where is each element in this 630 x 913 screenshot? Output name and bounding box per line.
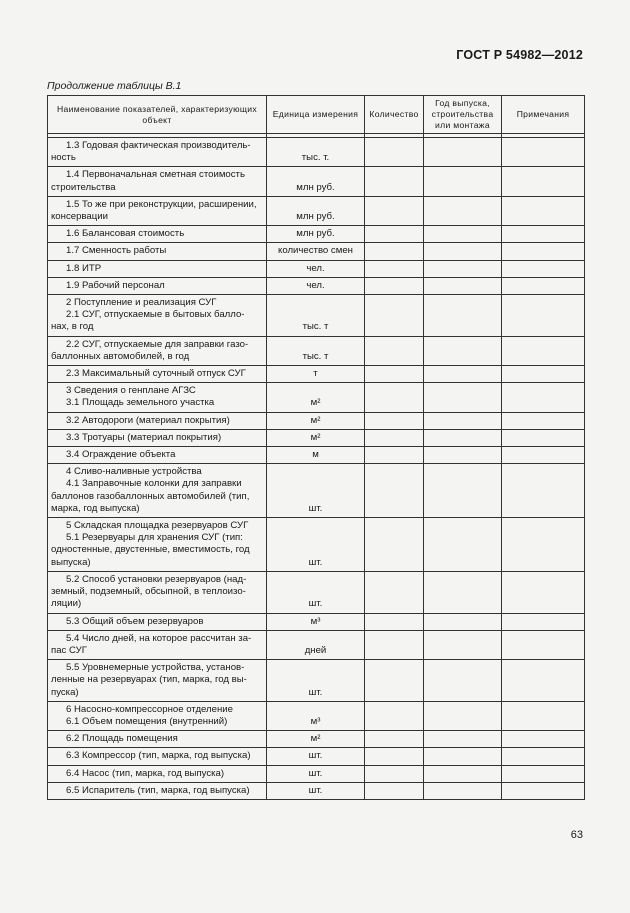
indicator-name-line: 6.3 Компрессор (тип, марка, год выпуска) <box>66 750 251 762</box>
indicator-name-cell <box>48 412 267 429</box>
indicator-name-line: 2.3 Максимальный суточный отпуск СУГ <box>66 368 246 380</box>
year-cell <box>424 782 502 799</box>
indicator-name-cell <box>48 196 267 225</box>
table-row <box>48 196 585 225</box>
indicator-name-cell <box>48 571 267 613</box>
quantity-cell <box>365 167 424 196</box>
unit-cell: м² <box>267 429 365 446</box>
notes-cell <box>502 243 585 260</box>
unit-cell: млн руб. <box>267 167 365 196</box>
indicator-name-cell <box>48 518 267 572</box>
indicator-name-line: пуска) <box>51 686 79 698</box>
indicator-name-line: пас СУГ <box>51 644 87 656</box>
notes-cell <box>502 226 585 243</box>
quantity-cell <box>365 613 424 630</box>
indicator-name-cell <box>48 660 267 702</box>
indicator-name-line: марка, год выпуска) <box>51 502 140 514</box>
table-row <box>48 260 585 277</box>
unit-cell: шт. <box>267 765 365 782</box>
indicator-name-cell <box>48 782 267 799</box>
unit-cell: м³ <box>267 613 365 630</box>
table-row <box>48 412 585 429</box>
table-row <box>48 295 585 337</box>
quantity-cell <box>365 630 424 659</box>
table-row <box>48 243 585 260</box>
notes-cell <box>502 447 585 464</box>
quantity-cell <box>365 464 424 518</box>
indicator-name-cell <box>48 383 267 412</box>
notes-cell <box>502 295 585 337</box>
notes-cell <box>502 336 585 365</box>
indicator-name-line: 1.4 Первоначальная сметная стоимость <box>66 169 245 181</box>
indicator-name-line: одностенные, двустенные, вместимость, год <box>51 544 250 556</box>
indicator-name-line: баллонных автомобилей, в год <box>51 350 190 362</box>
quantity-cell <box>365 412 424 429</box>
notes-cell <box>502 613 585 630</box>
quantity-cell <box>365 782 424 799</box>
unit-cell: шт. <box>267 571 365 613</box>
year-cell <box>424 226 502 243</box>
year-cell <box>424 277 502 294</box>
indicator-name-cell <box>48 748 267 765</box>
indicator-name-line: строительства <box>51 181 116 193</box>
table-row <box>48 336 585 365</box>
year-cell <box>424 748 502 765</box>
quantity-cell <box>365 518 424 572</box>
page-number: 63 <box>570 829 583 841</box>
indicator-name-line: 1.5 То же при реконструкции, расширении, <box>66 198 257 210</box>
table-row <box>48 429 585 446</box>
year-cell <box>424 464 502 518</box>
notes-cell <box>502 660 585 702</box>
table-row <box>48 571 585 613</box>
year-cell <box>424 660 502 702</box>
notes-cell <box>502 277 585 294</box>
indicator-name-cell <box>48 630 267 659</box>
table-row <box>48 731 585 748</box>
year-cell <box>424 630 502 659</box>
notes-cell <box>502 765 585 782</box>
indicator-name-line: 4.1 Заправочные колонки для заправки <box>66 478 242 490</box>
indicator-name-line: 1.3 Годовая фактическая производитель- <box>66 140 251 151</box>
year-cell <box>424 412 502 429</box>
unit-cell: шт. <box>267 464 365 518</box>
indicator-name-line: ленные на резервуарах (тип, марка, год вы- <box>51 674 247 686</box>
indicator-name-cell <box>48 167 267 196</box>
indicator-name-line: выпуска) <box>51 556 91 568</box>
indicator-name-line: 6.4 Насос (тип, марка, год выпуска) <box>66 767 225 779</box>
table-row <box>48 660 585 702</box>
table-row <box>48 277 585 294</box>
quantity-cell <box>365 196 424 225</box>
quantity-cell <box>365 383 424 412</box>
indicator-name-line: 4 Сливо-наливные устройства <box>66 466 202 478</box>
notes-cell <box>502 731 585 748</box>
quantity-cell <box>365 336 424 365</box>
unit-cell: м³ <box>267 701 365 730</box>
indicator-name-line: 3.3 Тротуары (материал покрытия) <box>66 431 222 443</box>
indicator-name-line: 3.1 Площадь земельного участка <box>66 397 215 409</box>
unit-cell: чел. <box>267 277 365 294</box>
indicator-name-line: 3 Сведения о генплане АГЗС <box>66 385 196 397</box>
quantity-cell <box>365 295 424 337</box>
table-row <box>48 748 585 765</box>
year-cell <box>424 518 502 572</box>
table-row <box>48 366 585 383</box>
notes-cell <box>502 383 585 412</box>
indicator-name-line: 5.4 Число дней, на которое рассчитан за- <box>66 632 252 644</box>
column-header-year: Год выпуска, строительства или монтажа <box>424 96 502 134</box>
quantity-cell <box>365 660 424 702</box>
table-row <box>48 167 585 196</box>
year-cell <box>424 571 502 613</box>
indicator-name-line: земный, подземный, обсыпной, в теплоизо- <box>51 586 246 598</box>
quantity-cell <box>365 571 424 613</box>
unit-cell: тыс. т <box>267 295 365 337</box>
unit-cell: тыс. т. <box>267 138 365 167</box>
indicator-name-line: 5.2 Способ установки резервуаров (над- <box>66 573 247 585</box>
unit-cell: т <box>267 366 365 383</box>
table-header-row <box>48 96 585 134</box>
indicator-name-line: нах, в год <box>51 321 94 333</box>
year-cell <box>424 260 502 277</box>
indicator-name-line: ляции) <box>51 598 82 610</box>
indicator-name-cell <box>48 447 267 464</box>
notes-cell <box>502 167 585 196</box>
indicator-name-cell <box>48 464 267 518</box>
notes-cell <box>502 630 585 659</box>
table-row <box>48 613 585 630</box>
year-cell <box>424 138 502 167</box>
unit-cell: шт. <box>267 518 365 572</box>
indicator-name-line: 6.1 Объем помещения (внутренний) <box>66 715 228 727</box>
notes-cell <box>502 366 585 383</box>
indicator-name-line: баллонов газобаллонных автомобилей (тип, <box>51 490 250 502</box>
quantity-cell <box>365 765 424 782</box>
table-body <box>48 134 585 800</box>
document-id: ГОСТ Р 54982—2012 <box>456 48 583 62</box>
table-row <box>48 518 585 572</box>
quantity-cell <box>365 138 424 167</box>
indicator-name-line: 6.5 Испаритель (тип, марка, год выпуска) <box>66 784 250 796</box>
notes-cell <box>502 518 585 572</box>
indicator-name-line: 1.8 ИТР <box>66 262 102 274</box>
table-row <box>48 782 585 799</box>
indicator-name-line: 1.9 Рабочий персонал <box>66 279 165 291</box>
year-cell <box>424 336 502 365</box>
unit-cell: шт. <box>267 660 365 702</box>
indicator-name-line: 3.2 Автодороги (материал покрытия) <box>66 414 230 426</box>
unit-cell: шт. <box>267 748 365 765</box>
unit-cell: чел. <box>267 260 365 277</box>
year-cell <box>424 429 502 446</box>
quantity-cell <box>365 447 424 464</box>
indicator-name-line: 6.2 Площадь помещения <box>66 733 178 745</box>
indicator-name-line: 5.1 Резервуары для хранения СУГ (тип: <box>66 532 243 544</box>
year-cell <box>424 765 502 782</box>
indicator-name-cell <box>48 243 267 260</box>
table-row <box>48 630 585 659</box>
table-row <box>48 138 585 167</box>
notes-cell <box>502 748 585 765</box>
year-cell <box>424 196 502 225</box>
indicator-name-line: консервации <box>51 211 108 223</box>
unit-cell: м² <box>267 412 365 429</box>
quantity-cell <box>365 701 424 730</box>
indicator-name-line: 5.5 Уровнемерные устройства, установ- <box>66 662 245 674</box>
quantity-cell <box>365 226 424 243</box>
indicator-name-line: 2.1 СУГ, отпускаемые в бытовых балло- <box>66 309 245 321</box>
column-header-quantity: Количество <box>365 96 424 134</box>
year-cell <box>424 701 502 730</box>
year-cell <box>424 295 502 337</box>
notes-cell <box>502 138 585 167</box>
table-row <box>48 383 585 412</box>
year-cell <box>424 383 502 412</box>
indicator-name-cell <box>48 277 267 294</box>
quantity-cell <box>365 366 424 383</box>
table-row <box>48 464 585 518</box>
indicator-name-cell <box>48 226 267 243</box>
notes-cell <box>502 412 585 429</box>
year-cell <box>424 366 502 383</box>
indicator-name-line: 2 Поступление и реализация СУГ <box>66 297 217 309</box>
year-cell <box>424 447 502 464</box>
indicator-name-cell <box>48 366 267 383</box>
indicator-name-cell <box>48 138 267 167</box>
year-cell <box>424 243 502 260</box>
unit-cell: млн руб. <box>267 226 365 243</box>
quantity-cell <box>365 277 424 294</box>
table-row <box>48 447 585 464</box>
indicator-name-cell <box>48 336 267 365</box>
quantity-cell <box>365 260 424 277</box>
indicator-name-line: 3.4 Ограждение объекта <box>66 449 176 461</box>
notes-cell <box>502 196 585 225</box>
unit-cell: м² <box>267 731 365 748</box>
notes-cell <box>502 701 585 730</box>
table-row <box>48 226 585 243</box>
unit-cell: млн руб. <box>267 196 365 225</box>
indicator-name-cell <box>48 701 267 730</box>
notes-cell <box>502 429 585 446</box>
notes-cell <box>502 571 585 613</box>
indicator-name-line: 5.3 Общий объем резервуаров <box>66 615 204 627</box>
indicator-name-line: 1.6 Балансовая стоимость <box>66 228 185 240</box>
year-cell <box>424 167 502 196</box>
notes-cell <box>502 782 585 799</box>
quantity-cell <box>365 748 424 765</box>
year-cell <box>424 613 502 630</box>
quantity-cell <box>365 243 424 260</box>
quantity-cell <box>365 429 424 446</box>
notes-cell <box>502 464 585 518</box>
unit-cell: м² <box>267 383 365 412</box>
indicator-name-cell <box>48 765 267 782</box>
indicator-name-cell <box>48 429 267 446</box>
year-cell <box>424 731 502 748</box>
column-header-unit: Единица измерения <box>267 96 365 134</box>
indicator-name-line: ность <box>51 152 76 164</box>
notes-cell <box>502 260 585 277</box>
indicator-name-cell <box>48 613 267 630</box>
table-caption: Продолжение таблицы В.1 <box>47 80 182 92</box>
indicator-name-line: 5 Складская площадка резервуаров СУГ <box>66 520 249 532</box>
indicator-name-line: 6 Насосно-компрессорное отделение <box>66 703 233 715</box>
indicator-name-line: 1.7 Сменность работы <box>66 245 167 257</box>
unit-cell: м <box>267 447 365 464</box>
indicator-name-cell <box>48 295 267 337</box>
table-row <box>48 701 585 730</box>
table-row <box>48 765 585 782</box>
column-header-name: Наименование показателей, характеризующих объект <box>48 96 267 134</box>
indicator-name-cell <box>48 731 267 748</box>
indicator-name-line: 2.2 СУГ, отпускаемые для заправки газо- <box>66 338 249 350</box>
indicator-name-cell <box>48 260 267 277</box>
unit-cell: тыс. т <box>267 336 365 365</box>
quantity-cell <box>365 731 424 748</box>
column-header-notes: Примечания <box>502 96 585 134</box>
unit-cell: шт. <box>267 782 365 799</box>
unit-cell: дней <box>267 630 365 659</box>
indicators-table <box>47 95 585 800</box>
unit-cell: количество смен <box>267 243 365 260</box>
